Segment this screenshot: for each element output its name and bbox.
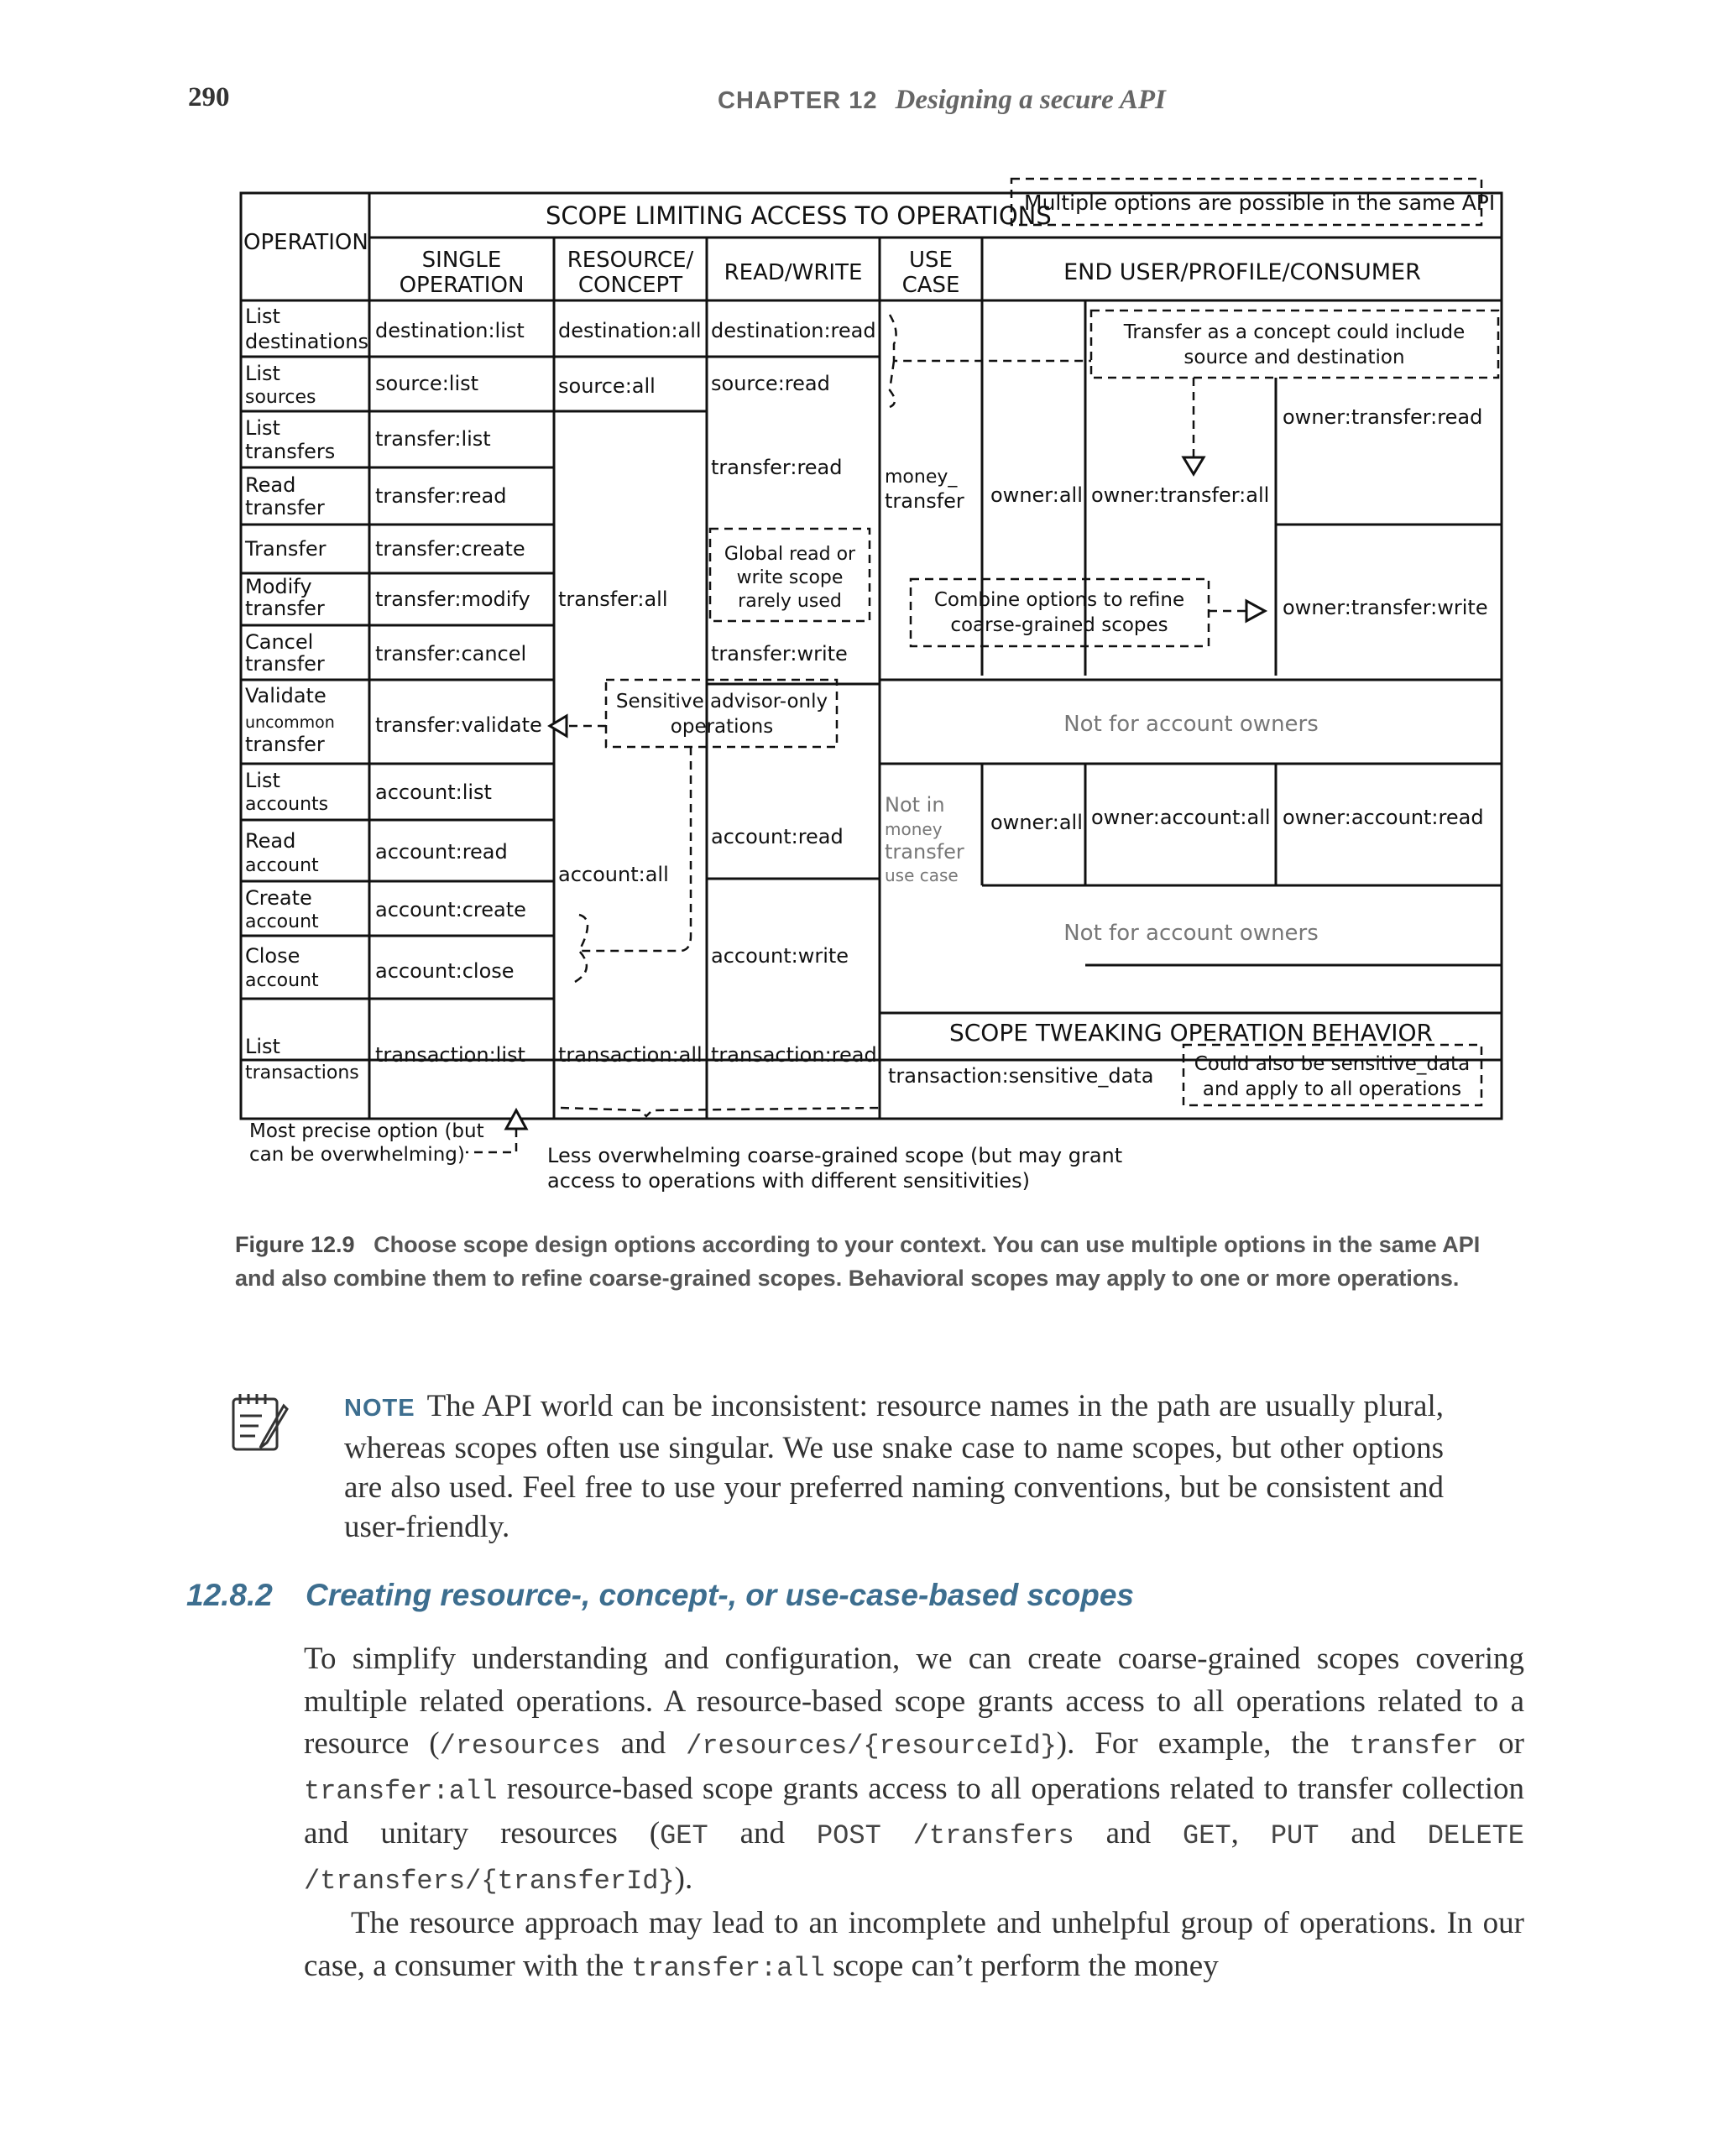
op-label: transfer — [245, 652, 325, 676]
usecase-scope: money_ — [885, 467, 958, 488]
single-scope: transfer:create — [375, 537, 525, 561]
sensitive-data-scope: transaction:sensitive_data — [888, 1064, 1154, 1088]
transfer-concept-note: source and destination — [1183, 347, 1405, 368]
enduser-scope: owner:account:all — [1091, 806, 1271, 829]
op-label: List — [245, 305, 280, 328]
not-in-usecase: money — [885, 819, 943, 839]
op-label: uncommon — [245, 713, 335, 732]
readwrite-scope: transfer:read — [711, 456, 843, 479]
op-label: List — [245, 769, 280, 792]
op-label: account — [245, 911, 319, 932]
not-for-owners: Not for account owners — [1063, 921, 1319, 946]
note-icon — [228, 1389, 295, 1456]
multiple-options-note: Multiple options are possible in the same API — [1024, 191, 1496, 215]
op-label: Modify — [245, 575, 312, 598]
enduser-scope: owner:transfer:write — [1283, 596, 1488, 619]
global-note: Global read or — [724, 544, 856, 565]
resource-scope: destination:all — [558, 319, 702, 342]
enduser-scope: owner:transfer:all — [1091, 483, 1270, 507]
single-scope: transfer:list — [375, 427, 491, 451]
could-note: Could also be sensitive_data — [1194, 1053, 1471, 1075]
combine-note: coarse-grained scopes — [950, 614, 1168, 636]
note-block — [344, 1386, 1444, 1547]
precise-note: can be overwhelming) — [249, 1144, 465, 1166]
op-label: Transfer — [245, 537, 327, 561]
single-scope: source:list — [375, 372, 479, 395]
op-label: Validate — [245, 684, 327, 707]
resource-scope: account:all — [558, 863, 669, 886]
figure-caption-text: Choose scope design options according to your context. You can use multiple options in the same API and also combine them to refine coarse-grained scopes. Behavioral scopes may apply to one or more operations. — [235, 1232, 1481, 1291]
sensitive-note: operations — [670, 716, 774, 738]
readwrite-scope: source:read — [711, 372, 830, 395]
chapter-title: Designing a secure API — [895, 85, 1166, 115]
figure-caption — [235, 1228, 1511, 1295]
single-scope: account:create — [375, 898, 526, 921]
paragraph-2: The resource approach may lead to an incomplete and unhelpful group of operations. In our case, a consumer with the transfer:all scope can’t perform the money — [304, 1906, 1524, 1984]
usecase-header-2: CASE — [901, 273, 960, 298]
resource-header-2: CONCEPT — [577, 273, 683, 298]
not-for-owners: Not for account owners — [1063, 712, 1319, 737]
readwrite-scope: transfer:write — [711, 642, 848, 666]
scope-limiting-title: SCOPE LIMITING ACCESS TO OPERATIONS — [546, 201, 1052, 230]
resource-scope: transfer:all — [558, 587, 668, 611]
single-scope: transfer:modify — [375, 587, 530, 611]
single-scope: transfer:read — [375, 484, 507, 508]
resource-header: RESOURCE/ — [567, 248, 694, 273]
op-label: accounts — [245, 794, 329, 815]
tweaking-title: SCOPE TWEAKING OPERATION BEHAVIOR — [948, 1019, 1434, 1047]
less-note: access to operations with different sensitivities) — [547, 1169, 1031, 1193]
readwrite-scope: account:write — [711, 944, 849, 968]
single-scope: transfer:validate — [375, 713, 542, 737]
single-scope: account:read — [375, 840, 508, 864]
section-number: 12.8.2 — [186, 1578, 273, 1612]
resource-scope: source:all — [558, 374, 656, 398]
op-label: sources — [245, 387, 316, 408]
transfer-concept-note: Transfer as a concept could include — [1123, 321, 1466, 343]
figure-label: Figure 12.9 — [235, 1232, 355, 1257]
readwrite-scope: transaction:read — [711, 1043, 877, 1067]
op-label: Close — [245, 944, 300, 968]
body-text — [304, 1638, 1524, 1990]
op-label: Read — [245, 473, 296, 497]
op-label: List — [245, 416, 280, 440]
single-scope: account:list — [375, 780, 492, 804]
note-text: The API world can be inconsistent: resource names in the path are usually plural, whereas scopes often use singular. We use snake case to name scopes, but other options are also used. Feel free to use your preferred naming conventions, but be consistent and user-friendly. — [344, 1389, 1444, 1544]
op-label: transfer — [245, 733, 325, 756]
enduser-header: END USER/PROFILE/CONSUMER — [1063, 259, 1421, 285]
single-scope: account:close — [375, 959, 515, 983]
global-note: write scope — [736, 567, 844, 588]
sensitive-note: Sensitive advisor-only — [615, 691, 828, 713]
operation-col-header: OPERATION — [243, 230, 368, 255]
op-label: transactions — [245, 1062, 359, 1083]
enduser-scope: owner:all — [990, 811, 1083, 834]
readwrite-header: READ/WRITE — [724, 260, 863, 285]
page-number: 290 — [188, 82, 230, 112]
op-label: List — [245, 362, 280, 385]
combine-note: Combine options to refine — [933, 589, 1185, 611]
enduser-scope: owner:all — [990, 483, 1083, 507]
less-note: Less overwhelming coarse-grained scope (but may grant — [547, 1144, 1123, 1167]
op-label: Create — [245, 886, 312, 910]
op-label: destinations — [245, 330, 368, 353]
enduser-scope: owner:account:read — [1283, 806, 1484, 829]
single-op-header: SINGLE — [421, 248, 502, 273]
global-note: rarely used — [738, 591, 842, 612]
usecase-scope: transfer — [885, 489, 964, 513]
op-label: transfers — [245, 440, 336, 463]
precise-note: Most precise option (but — [249, 1120, 484, 1142]
paragraph-1: To simplify understanding and configuration, we can create coarse-grained scopes covering multiple related operations. A resource-based scope grants access to all operations related to a resource (/resources and /resources/{resourceId}). For example, the transfer or transfer:all resource-based scope grants access to all operations related to transfer collection and unitary resources (GET and POST /transfers and GET, PUT and DELETE /transfers/{transferId}). — [304, 1642, 1524, 1897]
running-header — [718, 82, 1166, 116]
single-scope: transfer:cancel — [375, 642, 527, 666]
chapter-label: CHAPTER 12 — [718, 87, 878, 114]
enduser-scope: owner:transfer:read — [1283, 405, 1483, 429]
op-label: Cancel — [245, 630, 314, 654]
single-op-header-2: OPERATION — [399, 273, 525, 298]
note-label: NOTE — [344, 1395, 415, 1422]
not-in-usecase: Not in — [885, 793, 945, 817]
op-label: Read — [245, 829, 296, 853]
op-label: account — [245, 855, 319, 876]
scope-design-figure — [227, 172, 1519, 1209]
op-label: account — [245, 970, 319, 991]
single-scope: destination:list — [375, 319, 525, 342]
op-label: transfer — [245, 597, 325, 620]
op-label: List — [245, 1035, 280, 1058]
readwrite-scope: destination:read — [711, 319, 876, 342]
usecase-header: USE — [909, 248, 953, 273]
op-label: transfer — [245, 496, 325, 519]
could-note: and apply to all operations — [1202, 1078, 1462, 1100]
section-title: Creating resource-, concept-, or use-case-based scopes — [306, 1578, 1135, 1612]
resource-scope: transaction:all — [558, 1043, 703, 1067]
not-in-usecase: use case — [885, 865, 959, 885]
readwrite-scope: account:read — [711, 825, 844, 848]
single-scope: transaction:list — [375, 1043, 525, 1067]
not-in-usecase: transfer — [885, 840, 964, 864]
